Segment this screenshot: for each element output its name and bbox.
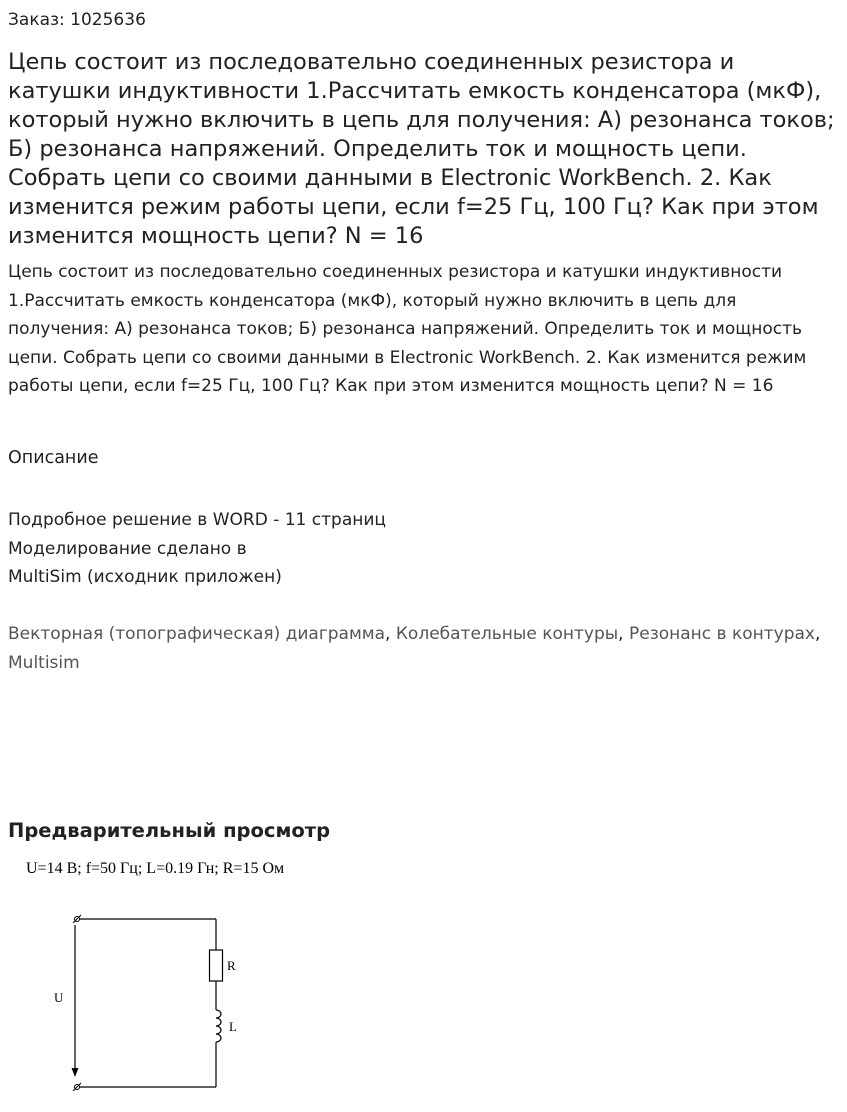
resistor-symbol [210,950,223,981]
tag-link-multisim[interactable]: Multisim [8,652,80,673]
resistor-label: R [227,958,236,973]
top-terminal-icon [73,915,81,923]
tag-separator: , [814,624,821,644]
preview-heading: Предварительный просмотр [8,819,331,842]
tag-link-resonance[interactable]: Резонанс в контурах [628,624,815,644]
inductor-symbol [216,1010,221,1042]
tag-list [8,620,838,677]
bottom-terminal-icon [73,1083,81,1091]
inductor-label: L [229,1019,237,1034]
circuit-diagram [40,900,260,1100]
description-text [8,506,386,592]
task-description: Цепь состоит из последовательно соединенных резистора и катушки индуктивности 1.Рассчитать емкость конденсатора (мкФ), который нужно включить в цепь для получения: А) резонанса токов; Б) резонанса напряжений. Определить ток и мощность цепи. Собрать цепи со своими данными в Electronic WorkBench. 2. Как изменится режим работы цепи, если f=25 Гц, 100 Гц? Как при этом изменится мощность цепи? N = 16 [8,262,807,396]
voltage-label: U [54,990,64,1005]
tag-link-oscillating-circuits[interactable]: Колебательные контуры [395,624,619,644]
description-heading: Описание [8,448,99,468]
tag-separator: , [385,624,396,644]
task-title: Цепь состоит из последовательно соединенных резистора и катушки индуктивности 1.Рассчитать емкость конденсатора (мкФ), который нужно включить в цепь для получения: А) резонанса токов; Б) резонанса напряжений. Определить ток и мощность цепи. Собрать цепи со своими данными в Electronic WorkBench. 2. Как изменится режим работы цепи, если f=25 Гц, 100 Гц? Как при этом изменится мощность цепи? N = 16 [8,49,835,249]
tag-separator: , [618,624,629,644]
description-line: Подробное решение в WORD - 11 страниц [8,510,386,530]
description-line: Моделирование сделано в [8,538,247,559]
preview-parameters: U=14 В; f=50 Гц; L=0.19 Гн; R=15 Ом [26,860,285,877]
description-line: MultiSim (исходник приложен) [8,567,282,587]
tag-link-vector-diagram[interactable]: Векторная (топографическая) диаграмма [8,624,386,644]
voltage-arrow-head-icon [72,1068,79,1077]
order-number: Заказ: 1025636 [8,10,146,30]
